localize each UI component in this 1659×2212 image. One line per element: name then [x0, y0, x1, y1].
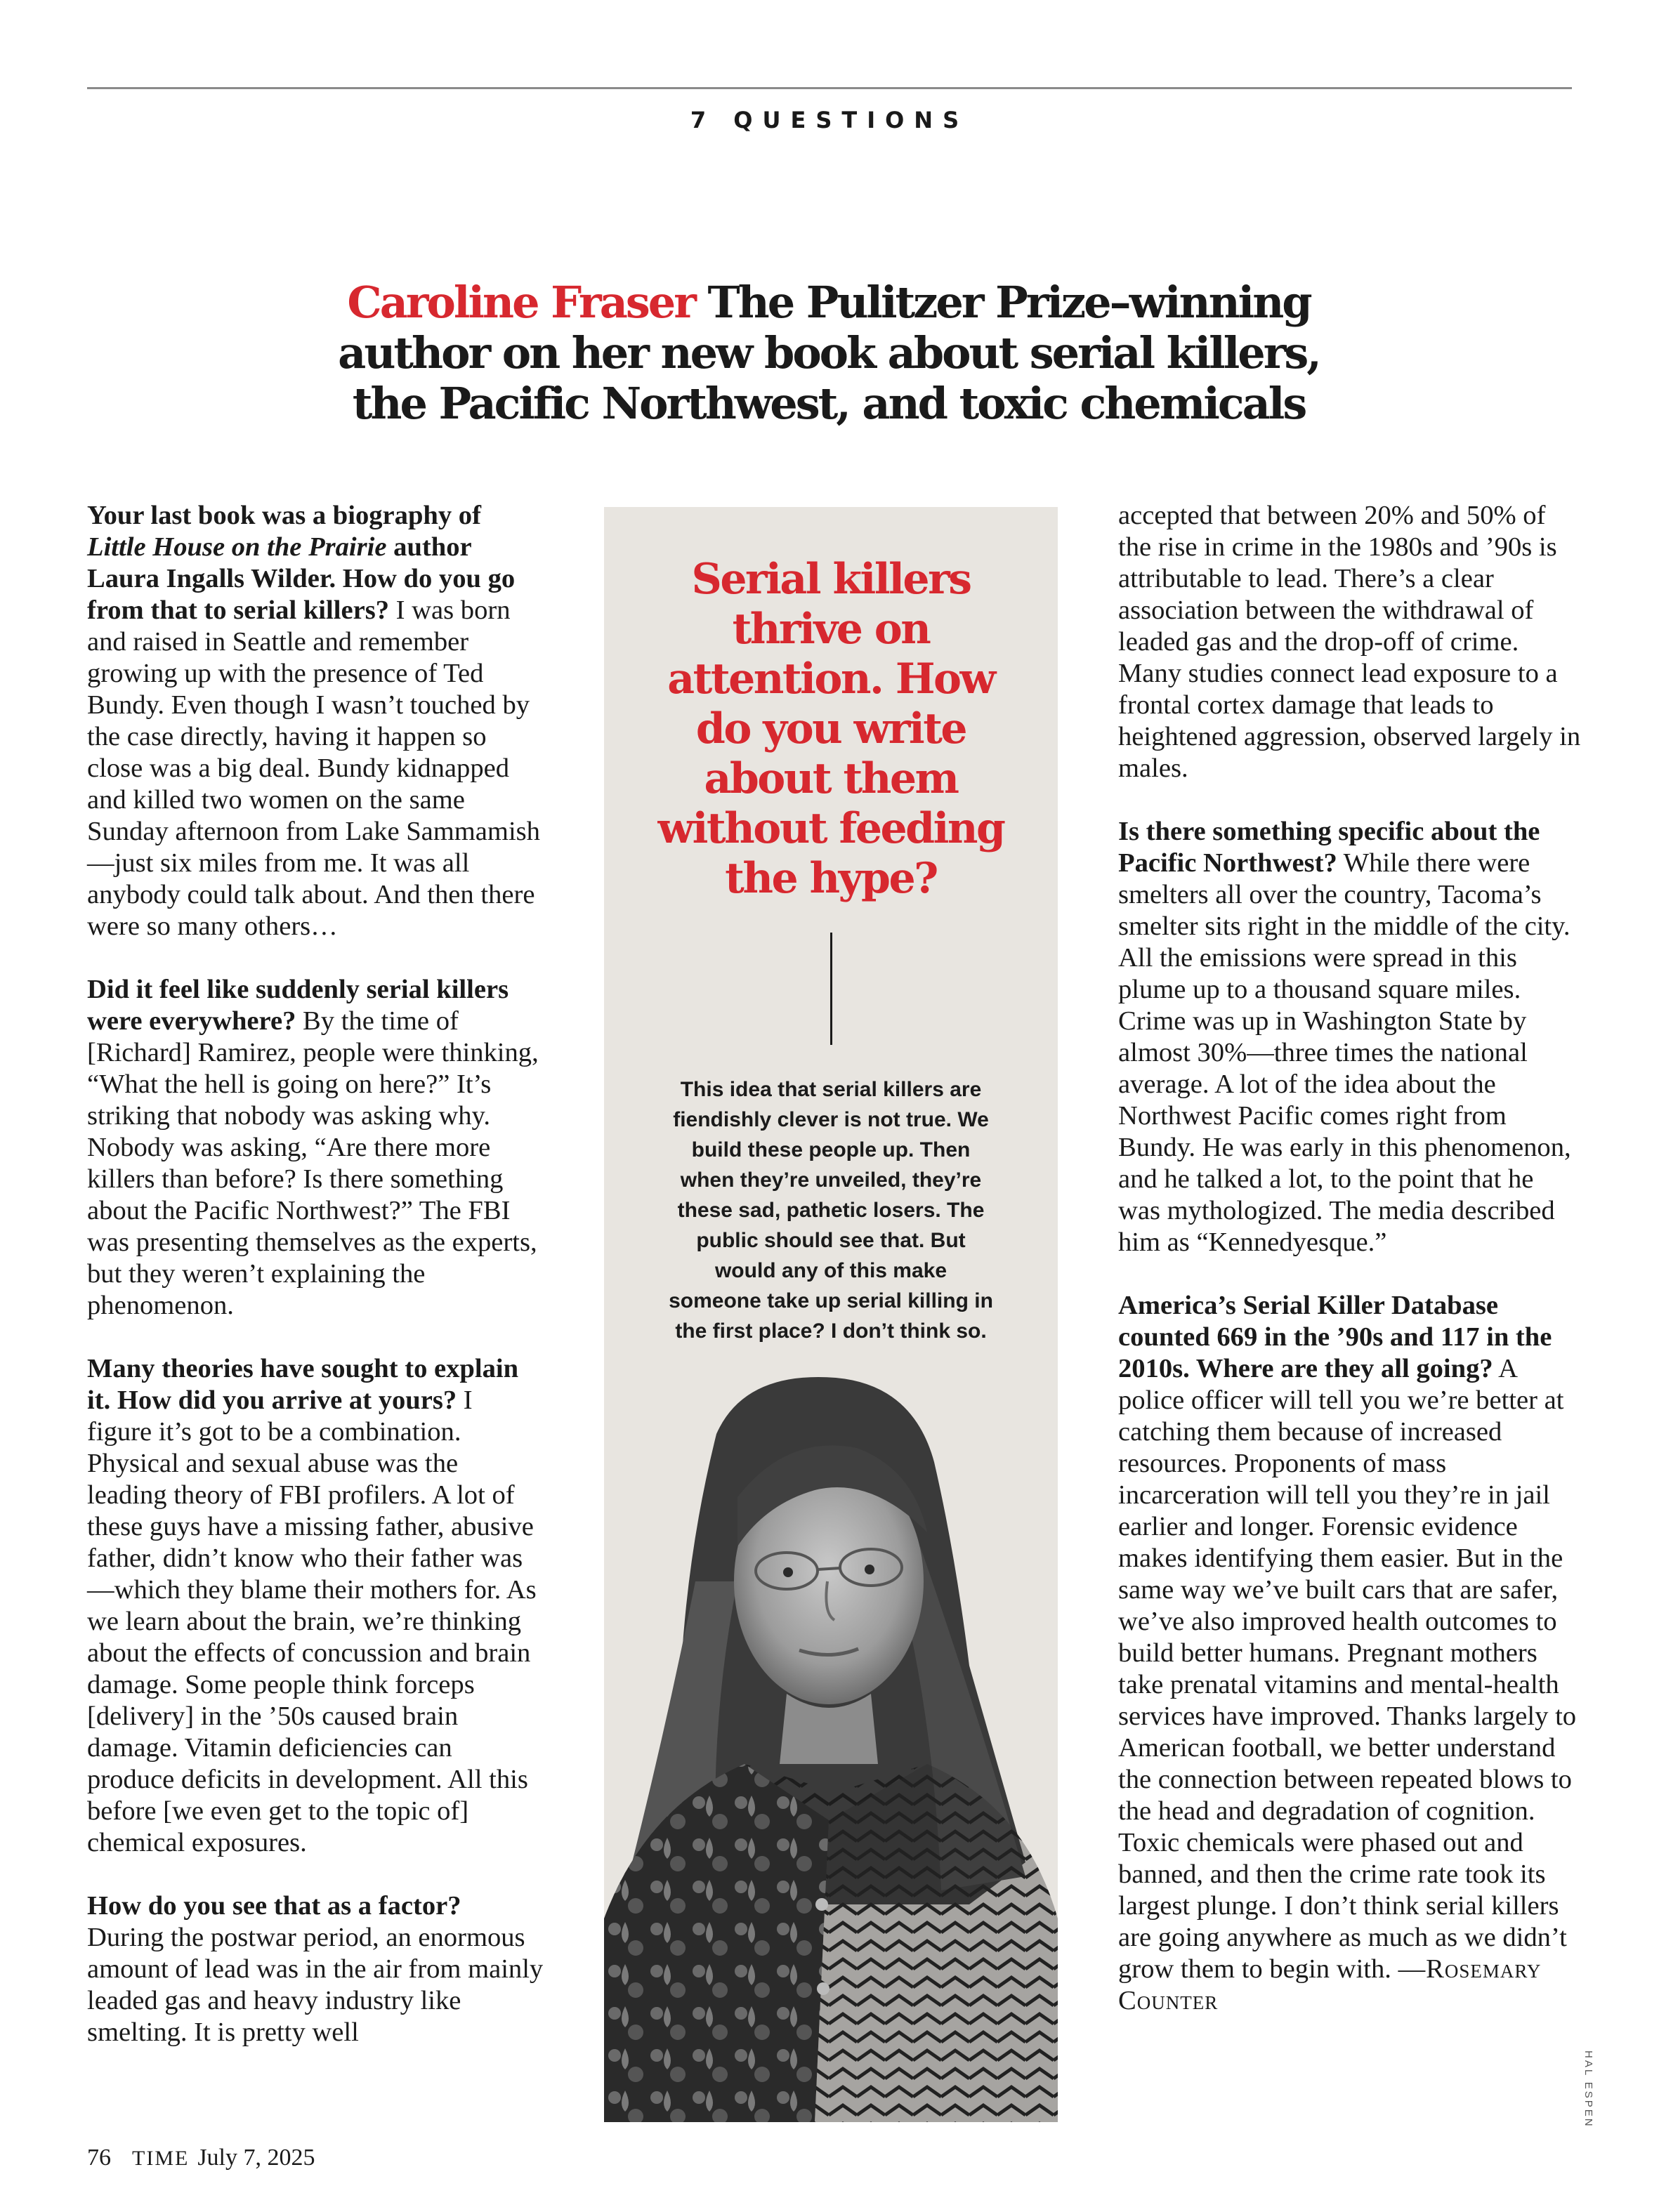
continued-answer: accepted that between 20% and 50% of the rise in crime in the 1980s and ’90s is attributable to lead. There’s a clear association between the withdrawal of leaded gas and the drop-off of crime. Many studies connect lead exposure to a frontal cortex damage that leads to heightened aggression, observed largely in males. — [1118, 501, 1581, 783]
question-4: How do you see that as a factor? — [87, 1891, 461, 1921]
question-1-part-b: author Laura Ingalls Wilder. How do you go from that to serial killers? — [87, 532, 516, 625]
qa-paragraph-3 — [87, 1353, 544, 1859]
author-portrait — [604, 1371, 1058, 2122]
left-column — [87, 500, 544, 2080]
pull-quote-divider — [830, 933, 832, 1045]
answer-1: I was born and raised in Seattle and remember growing up with the presence of Ted Bundy. Even though I wasn’t touched by the case directly, having it happen so close was a big deal. Bundy kidnapped and killed two women on the same Sunday afternoon from Lake Sammamish—just six miles from me. It was all anybody could talk about. And then there were so many others… — [87, 595, 540, 941]
qa-paragraph-6 — [1118, 1290, 1582, 2017]
question-3: Many theories have sought to explain it. How did you arrive at yours? — [87, 1354, 519, 1415]
issue-date: July 7, 2025 — [197, 2145, 315, 2171]
top-rule — [87, 87, 1572, 89]
byline: —Rosemary Counter — [1118, 1954, 1542, 2015]
right-column — [1118, 500, 1582, 2048]
page-number: 76 — [87, 2145, 111, 2171]
qa-paragraph-2 — [87, 974, 544, 1322]
magazine-name: TIME — [132, 2147, 190, 2170]
question-2: Did it feel like suddenly serial killers were everywhere? — [87, 975, 509, 1036]
answer-4: During the postwar period, an enormous amount of lead was in the air from mainly leaded gas and heavy industry like smelting. It is pretty well — [87, 1923, 544, 2047]
page-footer — [87, 2145, 315, 2171]
question-5: Is there something specific about the Pacific Northwest? — [1118, 817, 1540, 878]
pull-quote-question: Serial killers thrive on attention. How do you write about them without feeding the hype? — [657, 555, 1004, 903]
section-label: 7 QUESTIONS — [690, 107, 969, 133]
headline — [302, 277, 1356, 429]
qa-paragraph-4 — [87, 1890, 544, 2048]
answer-5: While there were smelters all over the country, Tacoma’s smelter sits right in the middle of the city. All the emissions were spread in this plume up to a thousand square miles. Crime was up in Washington State by almost 30%—three times the national average. A lot of the idea about the Northwest Pacific comes right from Bundy. He was early in this phenomenon, and he talked a lot, to the point that he was mythologized. The media described him as “Kennedyesque.” — [1118, 848, 1571, 1257]
qa-paragraph-1 — [87, 500, 544, 942]
photo-credit: HAL ESPEN — [1582, 2050, 1594, 2128]
interviewee-name: Caroline Fraser — [347, 277, 695, 328]
answer-6: A police officer will tell you we’re better at catching them because of increased resources. Proponents of mass incarceration will tell you they’re in jail earlier and longer. Forensic evidence makes identifying them easier. But in the same way we’ve built cars that are safer, we’ve also improved health outcomes to build better humans. Pregnant mothers take prenatal vitamins and mental-health services have improved. Thanks largely to American football, we better understand the connection between repeated blows to the head and degradation of cognition. Toxic chemicals were phased out and banned, and then the crime rate took its largest plunge. I don’t think serial killers are going anywhere as much as we didn’t grow them to begin with. — [1118, 1354, 1577, 1984]
pull-quote-sidebar — [604, 507, 1058, 2122]
answer-3: I figure it’s got to be a combination. Physical and sexual abuse was the leading theory of FBI profilers. A lot of these guys have a missing father, abusive father, didn’t know who their father was—which they blame their mothers for. As we learn about the brain, we’re thinking about the effects of concussion and brain damage. Some people think forceps [delivery] in the ’50s caused brain damage. Vitamin deficiencies can produce deficits in development. All this before [we even get to the topic of] chemical exposures. — [87, 1385, 537, 1857]
headline-deck: The Pulitzer Prize–winning author on her new book about serial killers, the Pacific Northwest, and toxic chemicals — [338, 277, 1320, 429]
qa-paragraph-5 — [1118, 816, 1582, 1258]
answer-2: By the time of [Richard] Ramirez, people were thinking, “What the hell is going on here?” It’s striking that nobody was asking why. Nobody was asking, “Are there more killers than before? Is there something about the Pacific Northwest?” The FBI was presenting themselves as the experts, but they weren’t explaining the phenomenon. — [87, 1006, 539, 1320]
book-title: Little House on the Prairie — [87, 532, 387, 562]
pull-quote-answer: This idea that serial killers are fiendishly clever is not true. We build these people up. Then when they’re unveiled, they’re these sad, pathetic losers. The public should see that. But would any of this make someone take up serial killing in the first place? I don’t think so. — [669, 1078, 993, 1343]
question-6: America’s Serial Killer Database counted 669 in the ’90s and 117 in the 2010s. Where are they all going? — [1118, 1291, 1552, 1383]
question-1-part-a: Your last book was a biography of — [87, 501, 481, 530]
